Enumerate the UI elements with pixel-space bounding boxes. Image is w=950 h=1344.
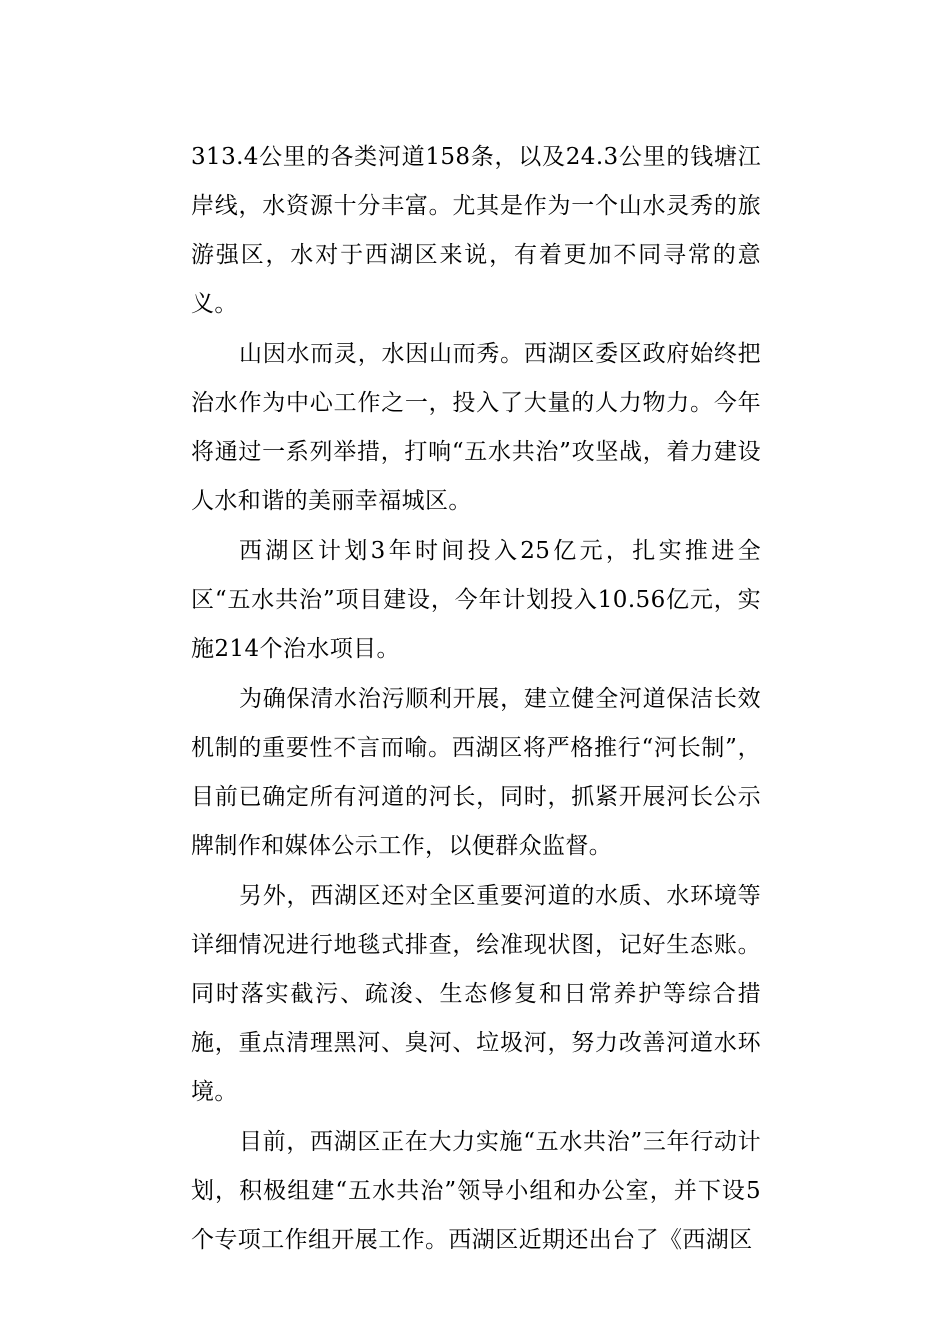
- paragraph: 为确保清水治污顺利开展，建立健全河道保洁长效机制的重要性不言而喻。西湖区将严格推行“河长制”，目前已确定所有河道的河长，同时，抓紧开展河长公示牌制作和媒体公示工作，以便群众监督。: [191, 686, 761, 859]
- paragraph: 另外，西湖区还对全区重要河道的水质、水环境等详细情况进行地毯式排查，绘准现状图，记好生态账。同时落实截污、疏浚、生态修复和日常养护等综合措施，重点清理黑河、臭河、垃圾河，努力改善河道水环境。: [191, 883, 761, 1105]
- paragraph: 目前，西湖区正在大力实施“五水共治”三年行动计划，积极组建“五水共治”领导小组和办公室，并下设5个专项工作组开展工作。西湖区近期还出台了《西湖区: [191, 1129, 761, 1253]
- document-body: [191, 133, 761, 1266]
- paragraph: 西湖区计划3年时间投入25亿元，扎实推进全区“五水共治”项目建设，今年计划投入10.56亿元，实施214个治水项目。: [191, 538, 761, 662]
- paragraph-continuation: 313.4公里的各类河道158条，以及24.3公里的钱塘江岸线，水资源十分丰富。尤其是作为一个山水灵秀的旅游强区，水对于西湖区来说，有着更加不同寻常的意义。: [191, 144, 761, 317]
- paragraph: 山因水而灵，水因山而秀。西湖区委区政府始终把治水作为中心工作之一，投入了大量的人力物力。今年将通过一系列举措，打响“五水共治”攻坚战，着力建设人水和谐的美丽幸福城区。: [191, 341, 761, 514]
